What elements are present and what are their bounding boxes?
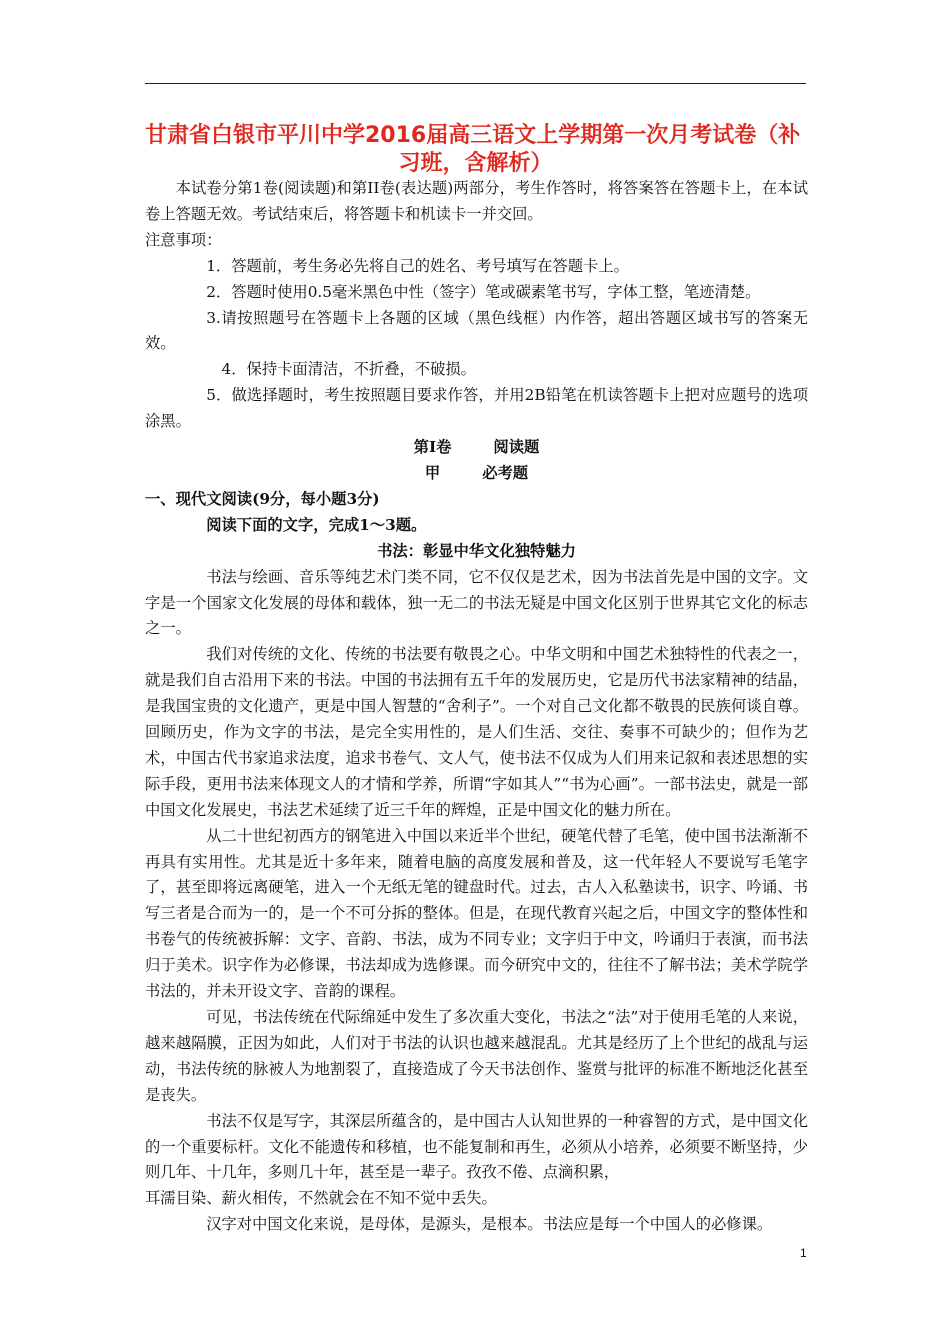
article-paragraph: 汉字对中国文化来说，是母体，是源头，是根本。书法应是每一个中国人的必修课。: [206, 1215, 773, 1234]
volume-heading: [145, 435, 808, 461]
reading-instruction: 阅读下面的文字，完成1～3题。: [206, 515, 427, 534]
note-item-3: 3.请按照题号在答题卡上各题的区域（黑色线框）内作答，超出答题区域书写的答案无效。: [145, 308, 808, 353]
note-item-5: 5．做选择题时，考生按照题目要求作答，并用2B铅笔在机读答题卡上把对应题号的选项涂黑。: [145, 386, 808, 431]
page-number: 1: [800, 1246, 807, 1260]
section-heading: [145, 461, 808, 487]
article-paragraph: 从二十世纪初西方的钢笔进入中国以来近半个世纪，硬笔代替了毛笔，使中国书法渐渐不再具有实用性。尤其是近十多年来，随着电脑的高度发展和普及，这一代年轻人不要说写毛笔字了，甚至即将远离硬笔，进入一个无纸无笔的键盘时代。过去，古人入私塾读书，识字、吟诵、书写三者是合而为一的，是一个不可分拆的整体。但是，在现代教育兴起之后，中国文字的整体性和书卷气的传统被拆解：文字、音韵、书法，成为不同专业；文字归于中文，吟诵归于表演，而书法归于美术。识字作为必修课，书法却成为选修课。而今研究中文的，往往不了解书法；美术学院学书法的，并未开设文字、音韵的课程。: [145, 826, 808, 1001]
note-item-2: 2．答题时使用0.5毫米黑色中性（签字）笔或碳素笔书写，字体工整，笔迹清楚。: [206, 282, 761, 301]
article-paragraph: 可见，书法传统在代际绵延中发生了多次重大变化，书法之“法”对于使用毛笔的人来说，越来越隔膜，正因为如此，人们对于书法的认识也越来越混乱。尤其是经历了上个世纪的战乱与运动，书法传统的脉被人为地割裂了，直接造成了今天书法创作、鉴赏与批评的标准不断地泛化甚至是丧失。: [145, 1008, 808, 1104]
note-item-4: 4．保持卡面清洁，不折叠，不破损。: [221, 360, 476, 379]
header-rule: [145, 83, 806, 84]
article-paragraph-continuation: 耳濡目染、薪火相传，不然就会在不知不觉中丢失。: [145, 1189, 497, 1208]
volume-label: 第Ⅰ卷: [413, 438, 452, 457]
note-item-1: 1．答题前，考生务必先将自己的姓名、考号填写在答题卡上。: [206, 256, 629, 275]
article-paragraph: 我们对传统的文化、传统的书法要有敬畏之心。中华文明和中国艺术独特性的代表之一，就是我们自古沿用下来的书法。中国的书法拥有五千年的发展历史，它是历代书法家精神的结晶，是我国宝贵的文化遗产，更是中国人智慧的“舍利子”。一个对自己文化都不敬畏的民族何谈自尊。回顾历史，作为文字的书法，是完全实用性的，是人们生活、交往、奏事不可缺少的；但作为艺术，中国古代书家追求法度，追求书卷气、文人气，使书法不仅成为人们用来记叙和表述思想的实际手段，更用书法来体现文人的才情和学养，所谓“字如其人”“书为心画”。一部书法史，就是一部中国文化发展史，书法艺术延续了近三千年的辉煌，正是中国文化的魅力所在。: [145, 645, 808, 819]
title-line-1: 甘肃省白银市平川中学2016届高三语文上学期第一次月考试卷（补: [145, 123, 801, 148]
article-paragraph: 书法不仅是写字，其深层所蕴含的，是中国古人认知世界的一种睿智的方式，是中国文化的一个重要标杆。文化不能遗传和移植，也不能复制和再生，必须从小培养，必须要不断坚持，少则几年、十几年，多则几十年，甚至是一辈子。孜孜不倦、点滴积累，: [145, 1111, 808, 1182]
part-heading: 一、现代文阅读(9分，每小题3分): [145, 489, 380, 508]
volume-type: 阅读题: [493, 438, 540, 457]
article-paragraph: 书法与绘画、音乐等纯艺术门类不同，它不仅仅是艺术，因为书法首先是中国的文字。文字是一个国家文化发展的母体和载体，独一无二的书法无疑是中国文化区别于世界其它文化的标志之一。: [145, 567, 808, 638]
title-line-2: 习班，含解析）: [398, 151, 553, 176]
section-type: 必考题: [482, 463, 529, 482]
document-body: [145, 176, 808, 1238]
notes-heading: 注意事项：: [145, 230, 222, 249]
document-title: [145, 122, 806, 178]
section-label: 甲: [424, 463, 441, 482]
intro-paragraph: 本试卷分第1卷(阅读题)和第II卷(表达题)两部分，考生作答时，将答案答在答题卡上，在本试卷上答题无效。考试结束后，将答题卡和机读卡一并交回。: [145, 179, 808, 223]
article-title: 书法：彰显中华文化独特魅力: [377, 541, 576, 560]
